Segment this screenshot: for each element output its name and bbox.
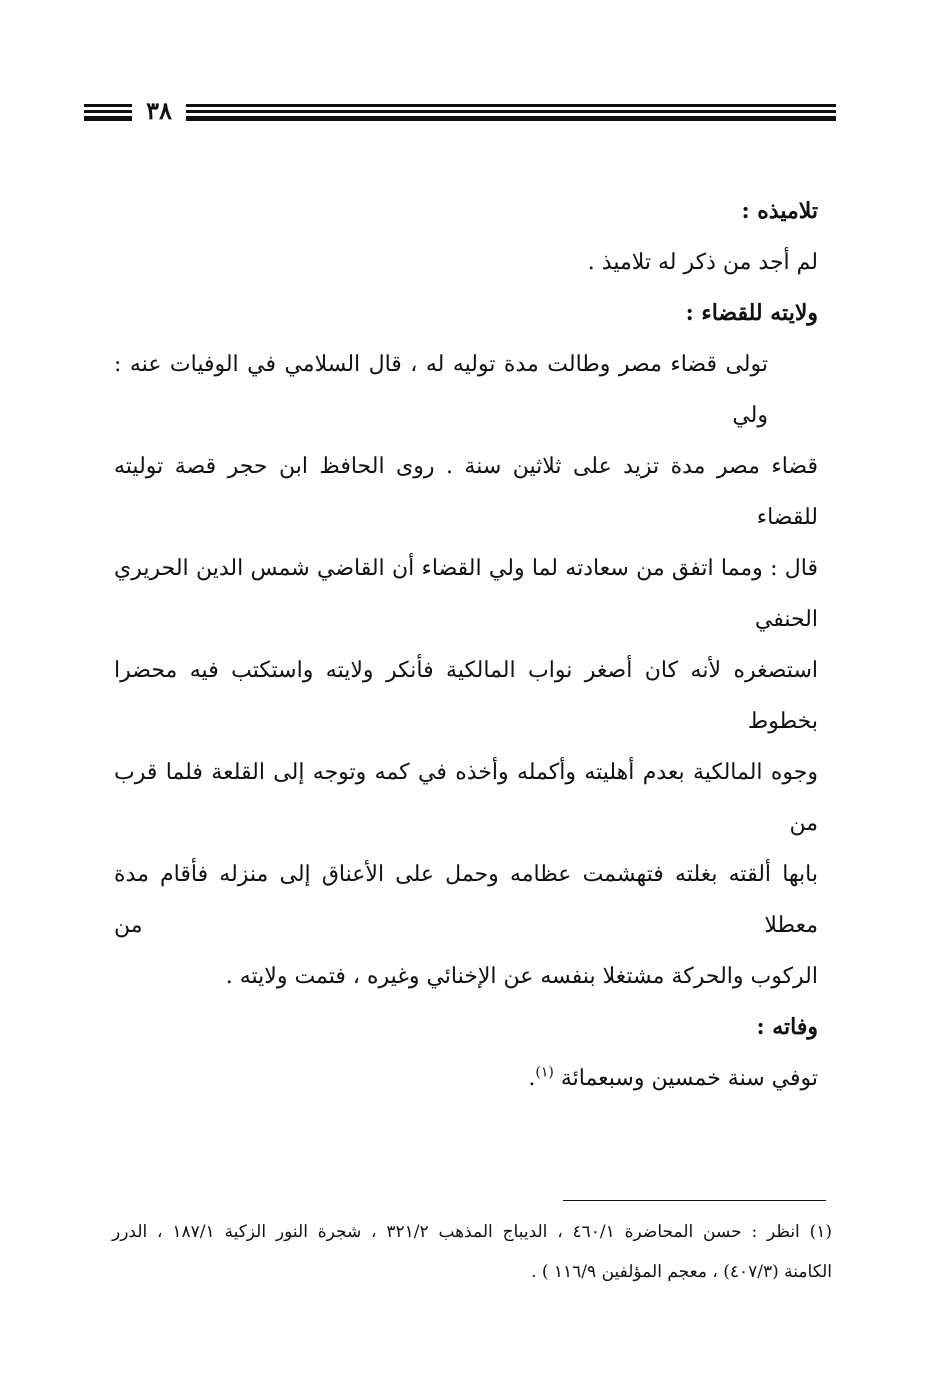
footnote-marker[interactable]: (١) xyxy=(535,1064,554,1081)
death-heading: وفاته : xyxy=(756,1014,818,1040)
death-text-body: توفي سنة خمسين وسبعمائة xyxy=(560,1066,818,1091)
judiciary-line: بابها ألقته بغلته فتهشمت عظامه وحمل على الأعناق إلى منزله فأقام مدة معطلا من xyxy=(114,862,818,938)
footnote-line: (١) انظر : حسن المحاضرة ٤٦٠/١ ، الديباج المذهب ٣٢١/٢ ، شجرة النور الزكية ١٨٧/١ ، الدرر xyxy=(112,1222,833,1242)
death-text-end: . xyxy=(528,1066,536,1091)
judiciary-line: الركوب والحركة مشتغلا بنفسه عن الإخنائي وغيره ، فتمت ولايته . xyxy=(225,964,818,989)
footnote-divider xyxy=(563,1200,826,1201)
judiciary-heading: ولايته للقضاء : xyxy=(685,300,818,326)
footnote-line: الكامنة (٤٠٧/٣) ، معجم المؤلفين ١١٦/٩ ) . xyxy=(531,1262,832,1282)
students-heading: تلاميذه : xyxy=(741,198,818,224)
judiciary-line: قال : ومما اتفق من سعادته لما ولي القضاء أن القاضي شمس الدين الحريري الحنفي xyxy=(114,556,818,632)
judiciary-line: تولى قضاء مصر وطالت مدة توليه له ، قال السلامي في الوفيات عنه : ولي xyxy=(114,352,768,428)
judiciary-line: وجوه المالكية بعدم أهليته وأكمله وأخذه في كمه وتوجه إلى القلعة فلما قرب من xyxy=(114,760,818,836)
students-text: لم أجد من ذكر له تلاميذ . xyxy=(587,250,818,275)
judiciary-line: قضاء مصر مدة تزيد على ثلاثين سنة . روى الحافظ ابن حجر قصة توليته للقضاء xyxy=(114,454,818,530)
footnote xyxy=(112,1212,832,1292)
page-header xyxy=(84,98,836,128)
main-text xyxy=(114,186,818,1104)
page-number: ٣٨ xyxy=(146,96,172,125)
judiciary-line: استصغره لأنه كان أصغر نواب المالكية فأنكر ولايته واستكتب فيه محضرا بخطوط xyxy=(114,658,818,734)
header-rule-left xyxy=(84,104,132,121)
judiciary-paragraph xyxy=(114,339,818,1002)
header-rule-right xyxy=(186,104,836,121)
death-text xyxy=(114,1053,818,1104)
